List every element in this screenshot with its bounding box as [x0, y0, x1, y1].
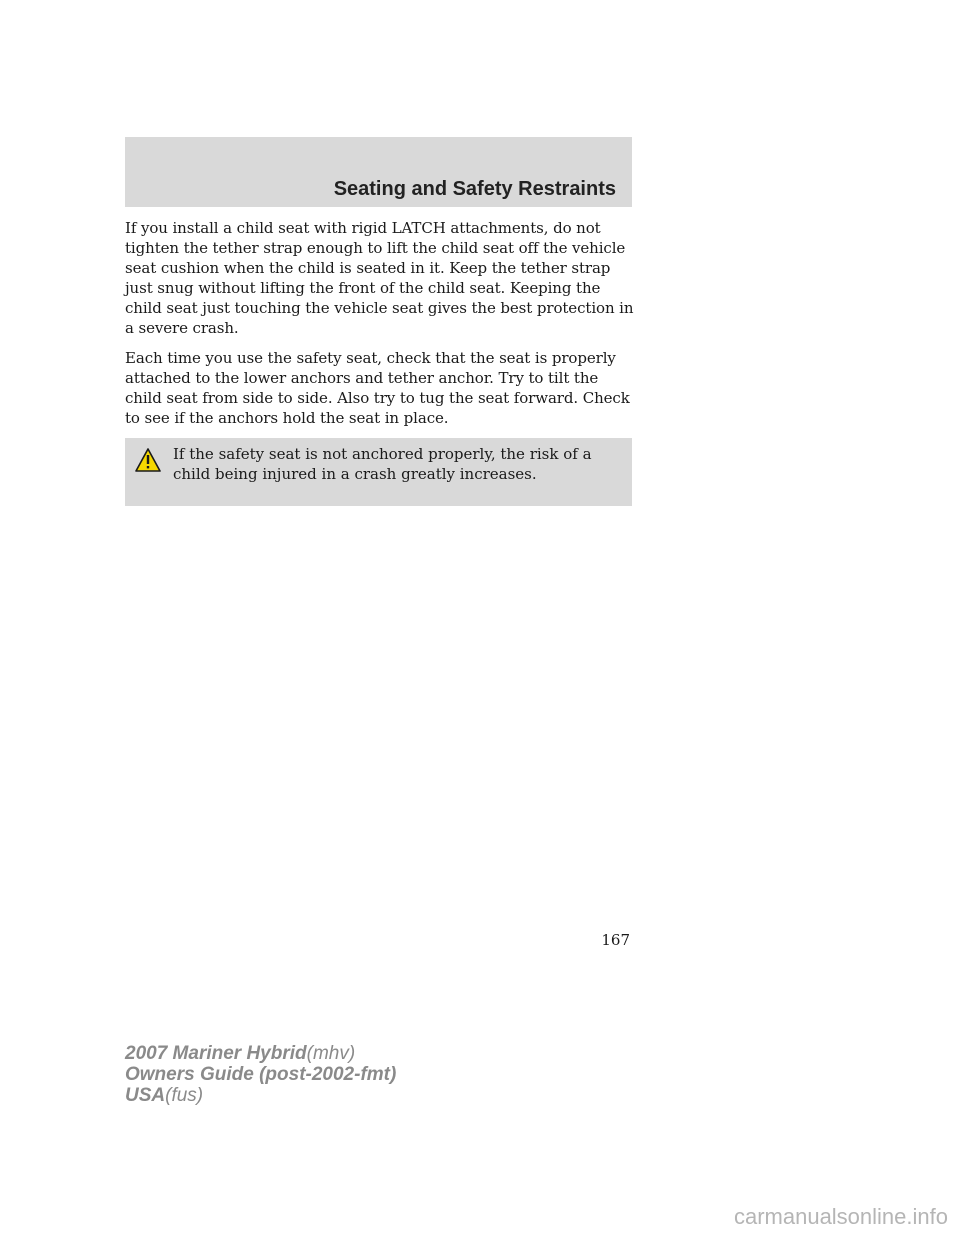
footer-guide-type: Owners Guide (post-2002-fmt): [125, 1064, 397, 1085]
page-content: [125, 218, 635, 506]
warning-box: [125, 438, 632, 506]
footer-line-1: [125, 1043, 396, 1064]
section-title: Seating and Safety Restraints: [333, 178, 616, 200]
warning-text: If the safety seat is not anchored properly, the risk of a child being injured in a crash greatly increases.: [173, 445, 592, 483]
document-footer: [125, 1043, 396, 1106]
warning-triangle-icon: [135, 448, 161, 472]
page-number: 167: [601, 931, 630, 949]
footer-model: 2007 Mariner Hybrid: [125, 1043, 307, 1064]
footer-market: USA: [125, 1085, 166, 1106]
paragraph-check-seat: Each time you use the safety seat, check that the seat is properly attached to the lower anchors and tether anchor. Try to tilt the child seat from side to side. Also try to tug the seat forward. Check to see if the anchors hold the seat in place.: [125, 349, 630, 427]
footer-line-3: [125, 1085, 396, 1106]
watermark: carmanualsonline.info: [733, 1204, 948, 1229]
section-header-band: [125, 137, 632, 207]
footer-model-code: (mhv): [306, 1043, 356, 1064]
footer-market-code: (fus): [165, 1085, 204, 1106]
paragraph-latch: If you install a child seat with rigid LATCH attachments, do not tighten the tether strap enough to lift the child seat off the vehicle seat cushion when the child is seated in it. Keep the tether strap just snug without lifting the front of the child seat. Keeping the child seat just touching the vehicle seat gives the best protection in a severe crash.: [125, 219, 634, 337]
footer-line-2: [125, 1064, 396, 1085]
